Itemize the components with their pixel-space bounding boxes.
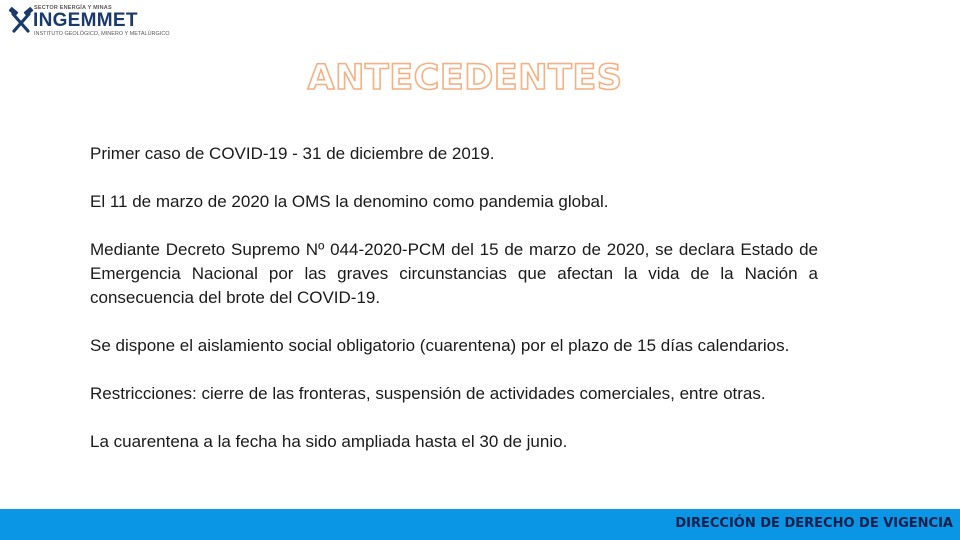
slide-body: [90, 142, 818, 478]
paragraph-quarantine: Se dispone el aislamiento social obligatorio (cuarentena) por el plazo de 15 días calendarios.: [90, 336, 790, 355]
paragraph-first-case: Primer caso de COVID-19 - 31 de diciembre de 2019.: [90, 144, 495, 163]
paragraph-extension: La cuarentena a la fecha ha sido ampliada hasta el 30 de junio.: [90, 432, 568, 451]
ingemmet-logo: [8, 4, 170, 38]
slide-title: ANTECEDENTES: [307, 58, 623, 98]
paragraph-decree: Mediante Decreto Supremo Nº 044-2020-PCM del 15 de marzo de 2020, se declara Estado de Emergencia Nacional por las graves circunstancias que afectan la vida de la Nación a consecuencia del brote del COVID-19.: [90, 240, 818, 307]
logo-sector-text: SECTOR ENERGÍA Y MINAS: [34, 5, 112, 11]
footer-bar: [0, 509, 960, 540]
crossed-hammers-icon: [8, 6, 34, 34]
paragraph-pandemic: El 11 de marzo de 2020 la OMS la denomino como pandemia global.: [90, 192, 609, 211]
paragraph-restrictions: Restricciones: cierre de las fronteras, suspensión de actividades comerciales, entre otras.: [90, 384, 766, 403]
logo-name: INGEMMET: [33, 10, 138, 31]
footer-label: DIRECCIÓN DE DERECHO DE VIGENCIA: [675, 516, 953, 531]
logo-subtitle: INSTITUTO GEOLÓGICO, MINERO Y METALÚRGICO: [34, 31, 170, 37]
